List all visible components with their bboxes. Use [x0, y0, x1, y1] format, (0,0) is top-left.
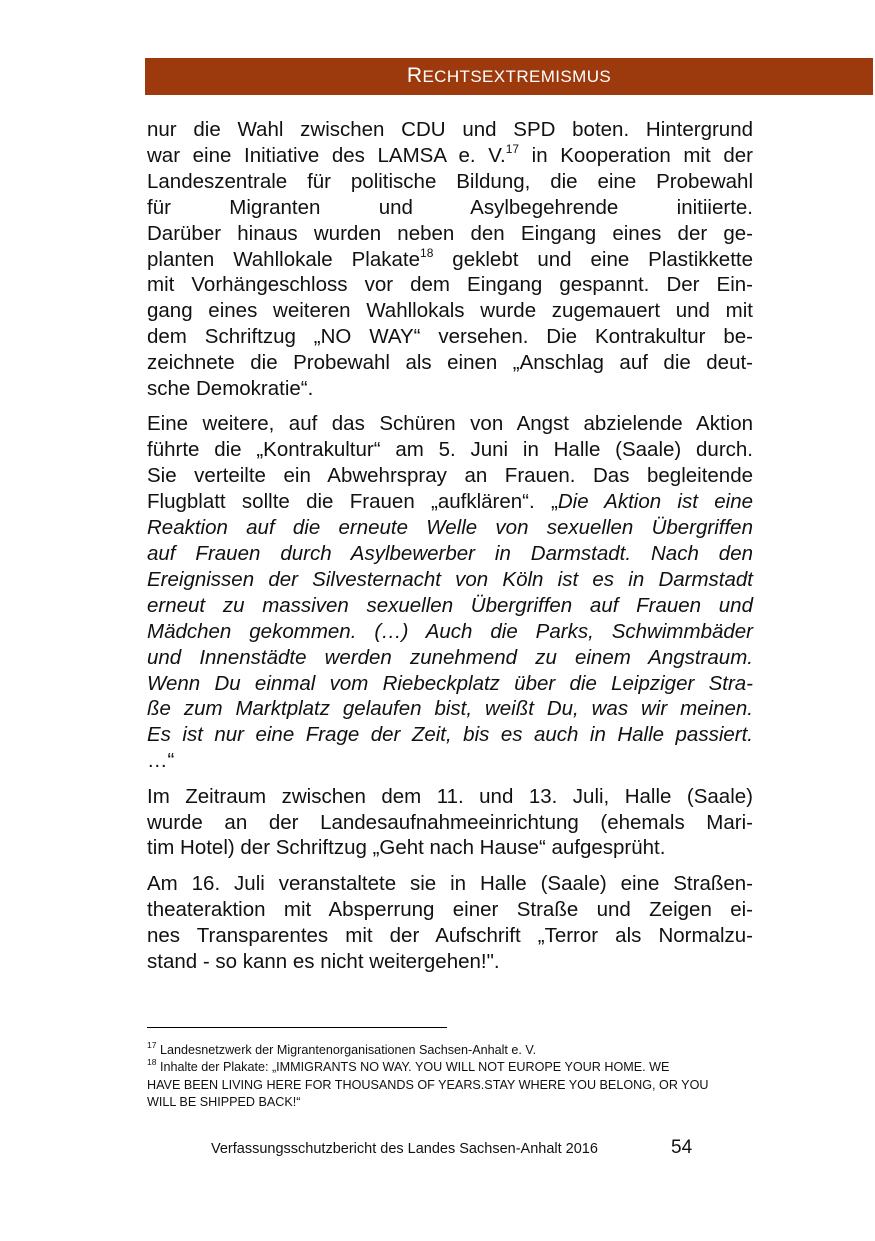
- text-line: [147, 515, 753, 541]
- paragraph: [147, 871, 753, 975]
- footnote: [147, 1059, 763, 1111]
- text-segment: zeichnete die Probewahl als einen „Anschlag auf die deut-: [147, 351, 753, 375]
- text-line: [147, 567, 753, 593]
- section-title-initial: R: [406, 64, 423, 87]
- footnote-line: [147, 1039, 763, 1059]
- text-line: [147, 784, 753, 810]
- footnote-line: [147, 1059, 763, 1076]
- text-segment: tim Hotel) der Schriftzug „Geht nach Hause“ aufgesprüht.: [147, 836, 666, 860]
- text-line: [147, 696, 753, 722]
- footnote-number: 18: [147, 1057, 157, 1068]
- paragraph: [147, 411, 753, 774]
- text-segment: dem Schriftzug „NO WAY“ versehen. Die Kontrakultur be-: [147, 325, 753, 349]
- text-segment: Ereignissen der Silvesternacht von Köln ist es in Darmstadt: [147, 567, 753, 591]
- text-line: [147, 897, 753, 923]
- paragraph: [147, 784, 753, 862]
- footnote-ref: 18: [420, 245, 434, 260]
- section-title-rest: ECHTSEXTREMISMUS: [422, 67, 612, 86]
- text-segment: Am 16. Juli veranstaltete sie in Halle (Saale) eine Straßen-: [147, 871, 753, 895]
- text-line: [147, 949, 753, 975]
- section-header-bar: [145, 58, 873, 95]
- text-segment: in Kooperation mit der: [519, 143, 753, 167]
- text-segment: Landeszentrale für politische Bildung, die eine Probewahl: [147, 169, 753, 193]
- text-segment: war eine Initiative des LAMSA e. V.: [147, 143, 506, 167]
- text-segment: theateraktion mit Absperrung einer Straße und Zeigen ei-: [147, 897, 753, 921]
- text-segment: Die Aktion ist eine: [557, 490, 753, 514]
- page-number: 54: [671, 1137, 693, 1158]
- footer-report-title: Verfassungsschutzbericht des Landes Sachsen-Anhalt 2016: [211, 1141, 598, 1157]
- text-line: [147, 645, 753, 671]
- text-line: [147, 748, 753, 774]
- text-line: [147, 350, 753, 376]
- footnote-separator: [147, 1027, 447, 1028]
- text-segment: Es ist nur eine Frage der Zeit, bis es auch in Halle passiert.: [147, 723, 753, 747]
- text-segment: stand - so kann es nicht weitergehen!".: [147, 949, 500, 973]
- footnote-text: WILL BE SHIPPED BACK!“: [147, 1095, 301, 1110]
- paragraph: [147, 117, 753, 402]
- text-line: [147, 871, 753, 897]
- text-line: [147, 437, 753, 463]
- text-line: [147, 489, 753, 515]
- footnote-line: [147, 1077, 763, 1094]
- text-segment: Darüber hinaus wurden neben den Eingang eines der ge-: [147, 221, 753, 245]
- text-segment: Reaktion auf die erneute Welle von sexuellen Übergriffen: [147, 516, 753, 540]
- footnote-text: Landesnetzwerk der Migrantenorganisationen Sachsen-Anhalt e. V.: [159, 1043, 537, 1057]
- text-line: [147, 272, 753, 298]
- text-line: [147, 195, 753, 221]
- text-segment: für Migranten und Asylbegehrende initiierte.: [147, 195, 753, 219]
- text-line: [147, 411, 753, 437]
- text-line: [147, 221, 753, 247]
- text-line: [147, 324, 753, 350]
- text-line: [147, 593, 753, 619]
- text-segment: nur die Wahl zwischen CDU und SPD boten. Hintergrund: [147, 118, 753, 141]
- text-line: [147, 722, 753, 748]
- footnotes: [147, 1039, 763, 1112]
- text-line: [147, 117, 753, 143]
- text-line: [147, 298, 753, 324]
- text-line: [147, 671, 753, 697]
- text-segment: Mädchen gekommen. (…) Auch die Parks, Schwimmbäder: [147, 619, 753, 643]
- text-segment: geklebt und eine Plastikkette: [433, 247, 754, 271]
- text-segment: Sie verteilte ein Abwehrspray an Frauen. Das begleitende: [147, 464, 753, 488]
- text-segment: auf Frauen durch Asylbewerber in Darmstadt. Nach den: [147, 542, 753, 565]
- text-segment: wurde an der Landesaufnahmeeinrichtung (ehemals Mari-: [147, 810, 753, 834]
- text-segment: ße zum Marktplatz gelaufen bist, weißt Du, was wir meinen.: [147, 697, 753, 721]
- text-line: [147, 376, 753, 402]
- footnote-text: Inhalte der Plakate: „IMMIGRANTS NO WAY. YOU WILL NOT EUROPE YOUR HOME. WE: [159, 1060, 670, 1075]
- text-segment: Flugblatt sollte die Frauen „aufklären“. „: [147, 490, 558, 514]
- text-line: [147, 143, 753, 169]
- text-line: [147, 923, 753, 949]
- text-segment: Im Zeitraum zwischen dem 11. und 13. Juli, Halle (Saale): [147, 784, 753, 808]
- text-segment: führte die „Kontrakultur“ am 5. Juni in Halle (Saale) durch.: [147, 438, 753, 462]
- text-segment: …“: [147, 749, 175, 773]
- footnote-ref: 17: [505, 142, 520, 157]
- text-line: [147, 835, 753, 861]
- text-segment: und Innenstädte werden zunehmend zu einem Angstraum.: [147, 645, 753, 669]
- text-line: [147, 463, 753, 489]
- text-segment: sche Demokratie“.: [147, 377, 314, 401]
- text-segment: planten Wahllokale Plakate: [147, 247, 421, 271]
- text-line: [147, 169, 753, 195]
- text-segment: mit Vorhängeschloss vor dem Eingang gespannt. Der Ein-: [147, 273, 753, 297]
- text-segment: nes Transparentes mit der Aufschrift „Terror als Normalzu-: [147, 923, 753, 947]
- text-segment: gang eines weiteren Wahllokals wurde zugemauert und mit: [147, 299, 753, 323]
- text-segment: Wenn Du einmal vom Riebeckplatz über die Leipziger Stra-: [147, 671, 753, 695]
- text-line: [147, 541, 753, 567]
- section-title: [145, 64, 873, 88]
- body-text: [147, 117, 753, 984]
- text-segment: Eine weitere, auf das Schüren von Angst abzielende Aktion: [147, 412, 753, 436]
- footnote-line: [147, 1094, 763, 1111]
- text-line: [147, 619, 753, 645]
- footnote: [147, 1039, 763, 1059]
- footnote-text: HAVE BEEN LIVING HERE FOR THOUSANDS OF YEARS.STAY WHERE YOU BELONG, OR YOU: [147, 1077, 709, 1092]
- text-line: [147, 810, 753, 836]
- footnote-number: 17: [147, 1039, 157, 1050]
- text-segment: erneut zu massiven sexuellen Übergriffen auf Frauen und: [147, 593, 753, 617]
- text-line: [147, 247, 753, 273]
